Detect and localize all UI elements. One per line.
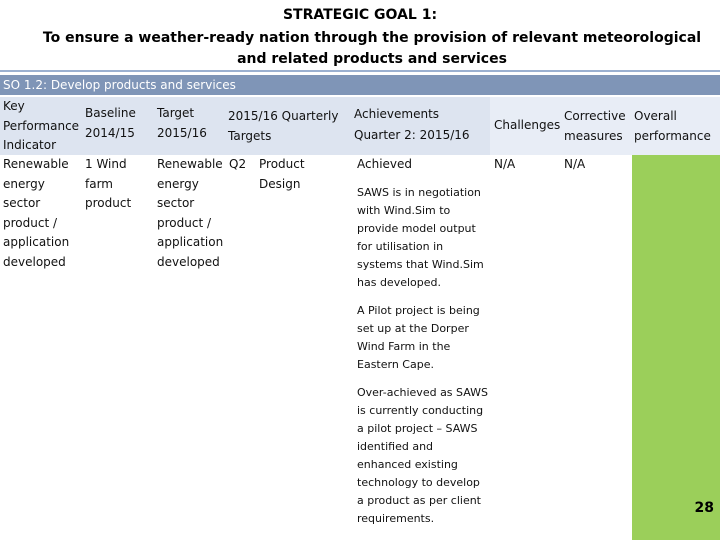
header-kpi: Key Performance Indicator — [3, 99, 80, 152]
row-quarter-target: Product Design — [259, 157, 305, 191]
strategic-objective-bar: SO 1.2: Develop products and services — [0, 75, 720, 95]
header-challenges-cell — [490, 97, 560, 155]
achievement-note: A Pilot project is being set up at the Dorper Wind Farm in the Eastern Cape. — [357, 304, 480, 371]
header-corrective-cell — [560, 97, 632, 155]
goal-title: STRATEGIC GOAL 1: — [282, 7, 438, 23]
header-quarterly-cell — [224, 97, 350, 155]
header-target: Target 2015/16 — [157, 106, 207, 140]
header-kpi-cell — [0, 97, 154, 155]
row-baseline: 1 Wind farm product — [85, 157, 132, 210]
header-overall: Overall performance — [634, 109, 711, 143]
header-target-cell — [154, 97, 224, 155]
page-number: 28 — [694, 500, 714, 516]
goal-subtitle: To ensure a weather-ready nation through the provision of relevant meteorological and related products and services — [42, 30, 702, 67]
row-achievement-status: Achieved — [357, 157, 413, 171]
header-achievements-cell — [350, 97, 490, 155]
header-baseline: Baseline 2014/15 — [85, 106, 136, 140]
header-overall-cell — [632, 97, 720, 155]
goal-header — [0, 0, 720, 72]
header-achievements: Achievements Quarter 2: 2015/16 — [354, 107, 470, 142]
header-quarterly: 2015/16 Quarterly Targets — [228, 109, 339, 143]
row-quarter: Q2 — [229, 157, 247, 171]
row-challenges: N/A — [494, 157, 516, 171]
overall-performance-indicator — [632, 155, 720, 540]
header-challenges: Challenges — [494, 118, 561, 132]
header-corrective: Corrective measures — [564, 109, 626, 143]
achievement-notes — [357, 184, 489, 538]
row-target: Renewable energy sector product / application developed — [157, 157, 224, 269]
achievement-note: Over-achieved as SAWS is currently conducting a pilot project – SAWS identified and enhanced existing technology to develop a product as per client requirements. — [357, 386, 489, 525]
row-corrective: N/A — [564, 157, 586, 171]
row-kpi: Renewable energy sector product / application developed — [3, 157, 70, 269]
achievement-note: SAWS is in negotiation with Wind.Sim to provide model output for utilisation in systems that Wind.Sim has developed. — [357, 186, 484, 289]
